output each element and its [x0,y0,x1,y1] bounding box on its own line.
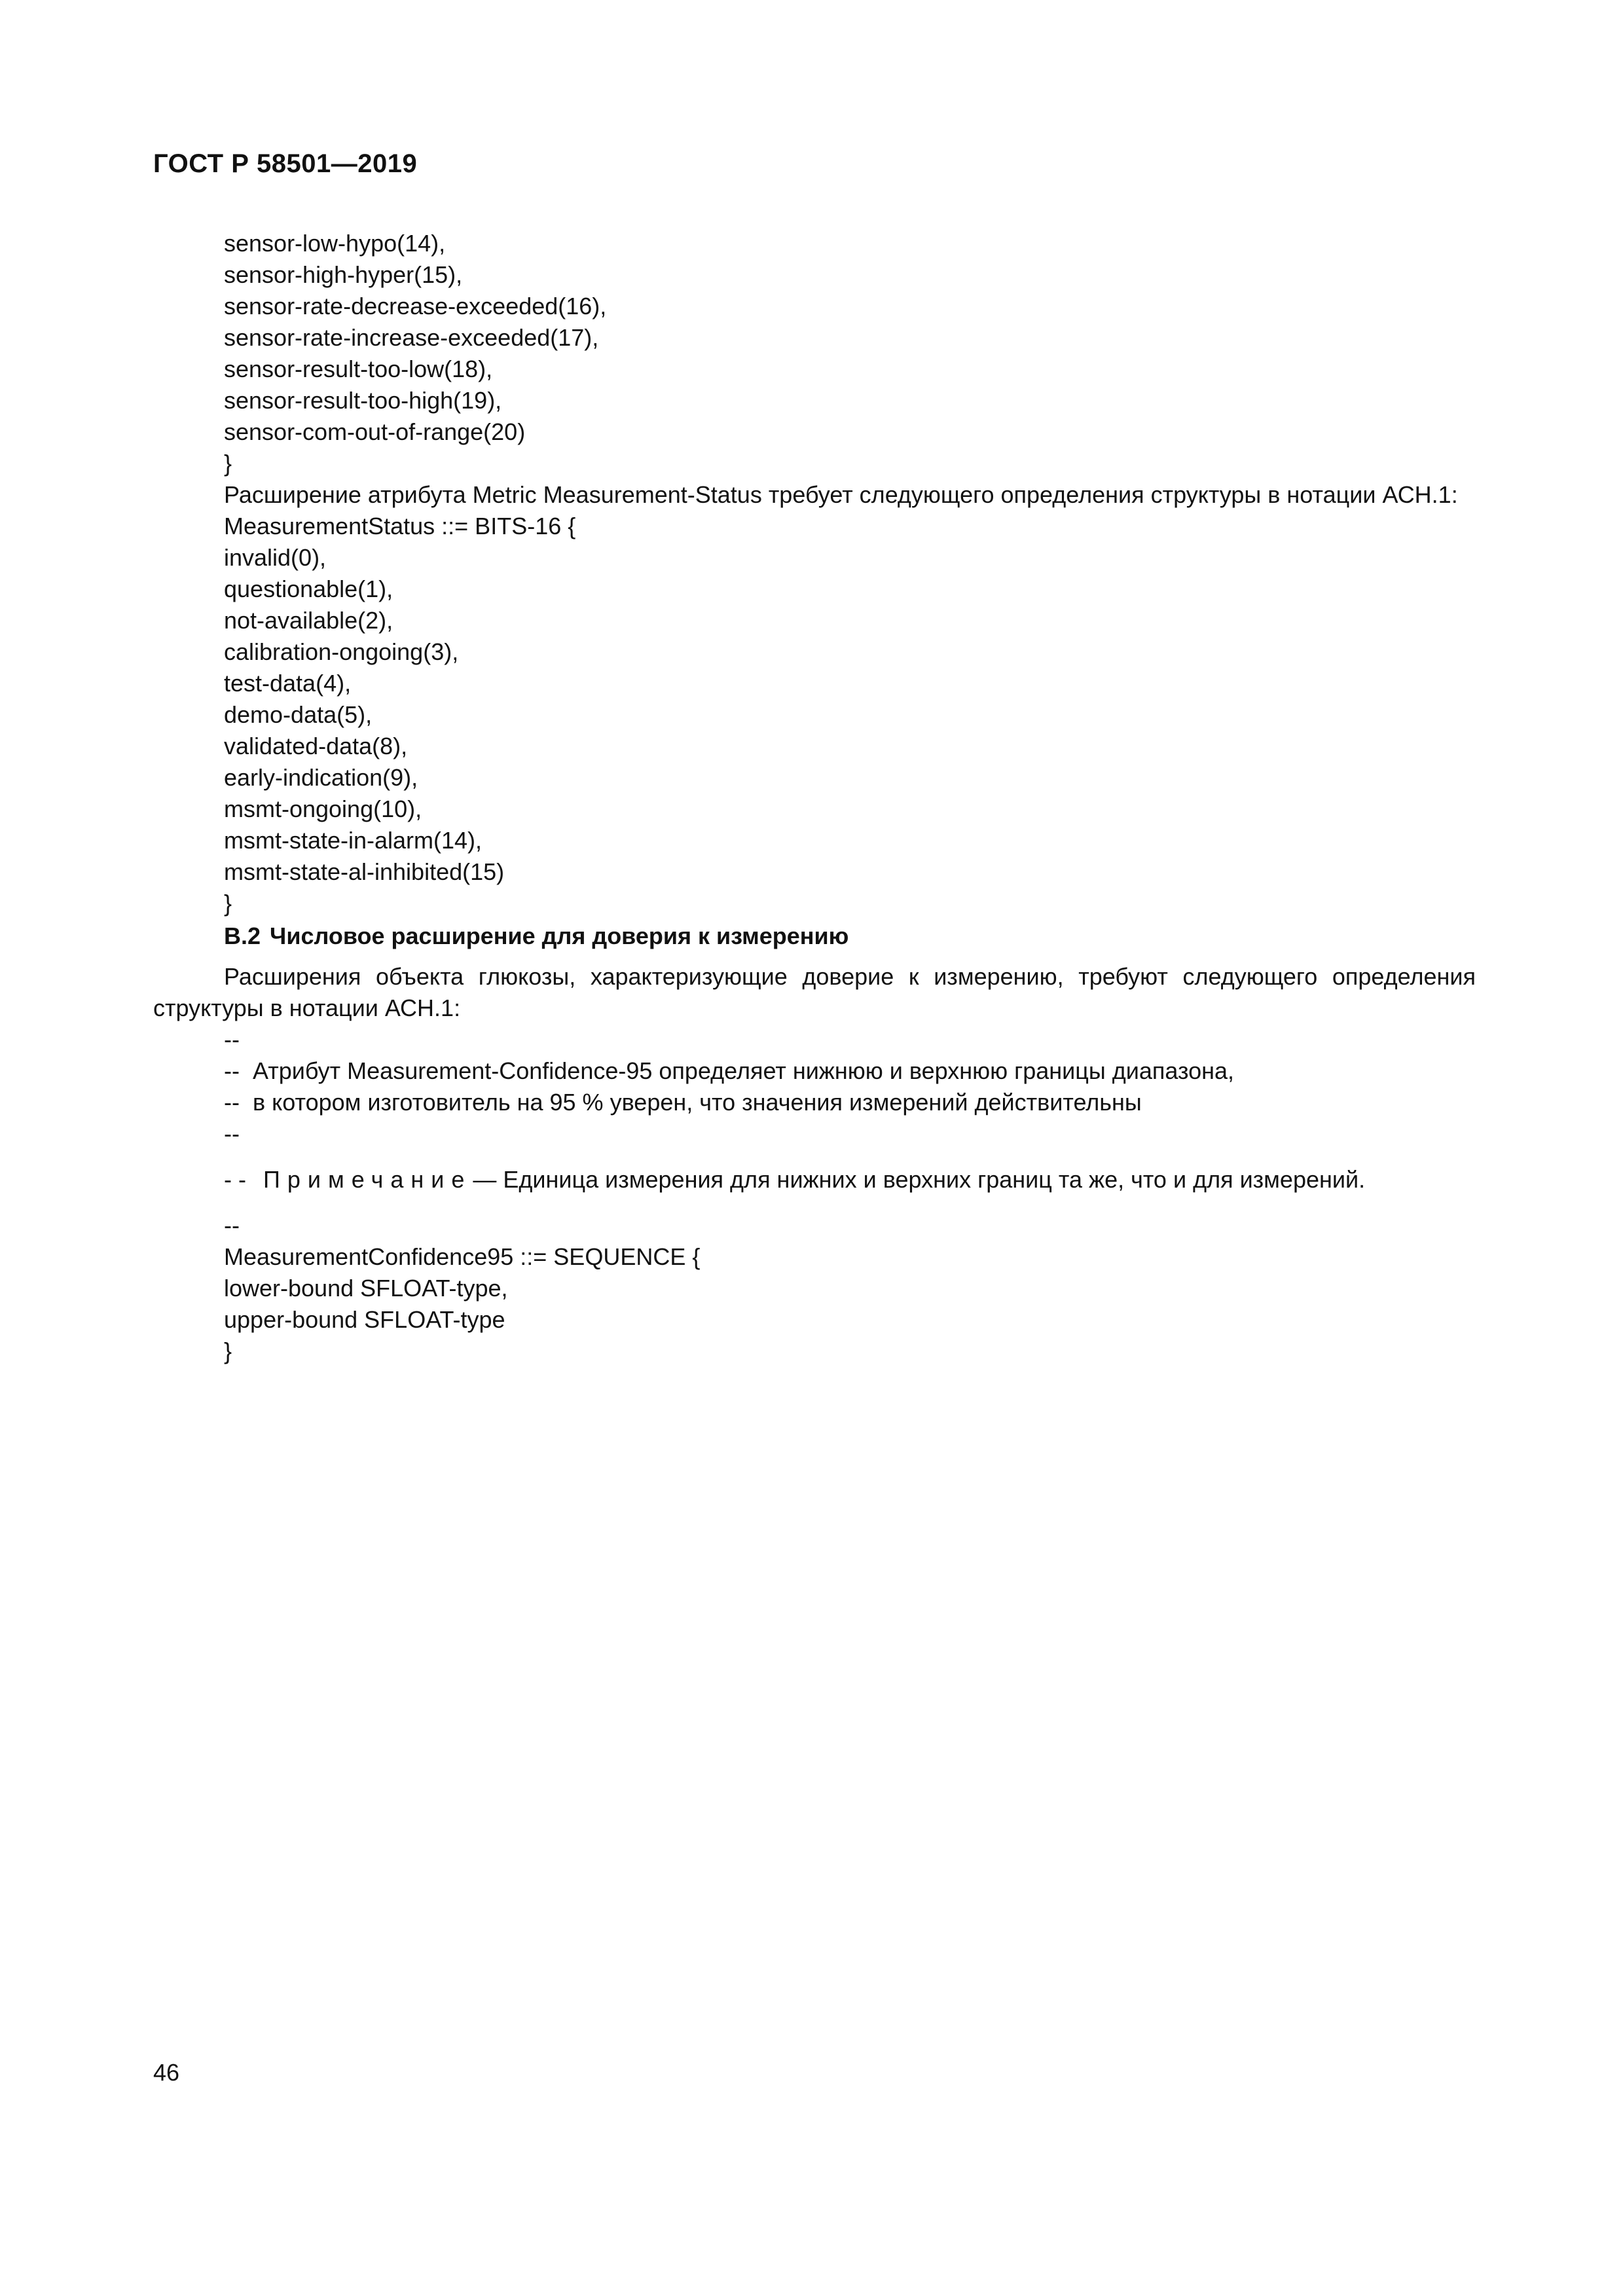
comment-text: в котором изготовитель на 95 % уверен, что значения измерений действительны [253,1089,1142,1116]
code-line: questionable(1), [224,575,393,602]
code-line: } [224,450,232,477]
comment-dash: -- [224,1026,240,1053]
code-line: test-data(4), [224,670,352,697]
comment-dash: -- [224,1120,240,1147]
note-dash: - - [224,1166,246,1193]
code-line: msmt-ongoing(10), [224,795,422,822]
paragraph-measurement-status: Расширение атрибута Metric Measurement-Status требует следующего определения структуры в нотации АСН.1: [224,481,1458,508]
comment-line [153,1118,1476,1150]
section-heading [153,920,1476,952]
comment-dash: -- [224,1089,240,1116]
code-line: calibration-ongoing(3), [224,638,459,665]
comment-dash: -- [224,1057,240,1084]
code-line: invalid(0), [224,544,327,571]
section-number: В.2 [224,922,261,949]
code-block-sensor-status [153,228,1476,479]
note-label: Примечание [263,1166,472,1193]
comment-dash: -- [224,1212,240,1239]
code-line: MeasurementConfidence95 ::= SEQUENCE { [224,1243,701,1270]
code-line: sensor-rate-decrease-exceeded(16), [224,293,607,319]
code-line: demo-data(5), [224,701,373,728]
code-line: msmt-state-al-inhibited(15) [224,858,505,885]
comment-text: Атрибут Measurement-Confidence-95 определяет нижнюю и верхнюю границы диапазона, [253,1057,1235,1084]
code-line: } [224,1338,232,1364]
code-line: msmt-state-in-alarm(14), [224,827,483,854]
code-line: sensor-high-hyper(15), [224,261,463,288]
page-number: 46 [153,2059,180,2086]
code-line: MeasurementStatus ::= BITS-16 { [224,513,576,539]
code-line: sensor-rate-increase-exceeded(17), [224,324,599,351]
section-title: Числовое расширение для доверия к измерению [270,922,849,949]
code-line: upper-bound SFLOAT-type [224,1306,505,1333]
code-line: validated-data(8), [224,733,408,759]
comment-line [153,1210,1476,1241]
code-block-measurement-status [153,511,1476,919]
note-line [153,1164,1476,1195]
comment-line [153,1024,1476,1055]
code-line: sensor-result-too-low(18), [224,355,493,382]
paragraph-glucose-confidence: Расширения объекта глюкозы, характеризующие доверие к измерению, требуют следующего определения структуры в нотации АСН.1: [153,963,1476,1021]
comment-line [153,1055,1476,1087]
page-content [153,228,1476,1367]
code-line: } [224,890,232,917]
code-line: sensor-com-out-of-range(20) [224,418,526,445]
code-line: sensor-result-too-high(19), [224,387,502,414]
document-id-header: ГОСТ Р 58501—2019 [153,149,418,178]
code-line: sensor-low-hypo(14), [224,230,446,257]
code-line: lower-bound SFLOAT-type, [224,1275,508,1302]
note-text: — Единица измерения для нижних и верхних границ та же, что и для измерений. [473,1166,1366,1193]
code-block-measurement-confidence [153,1241,1476,1367]
comment-block [153,1024,1476,1241]
code-line: not-available(2), [224,607,393,634]
comment-line [153,1087,1476,1118]
code-line: early-indication(9), [224,764,418,791]
